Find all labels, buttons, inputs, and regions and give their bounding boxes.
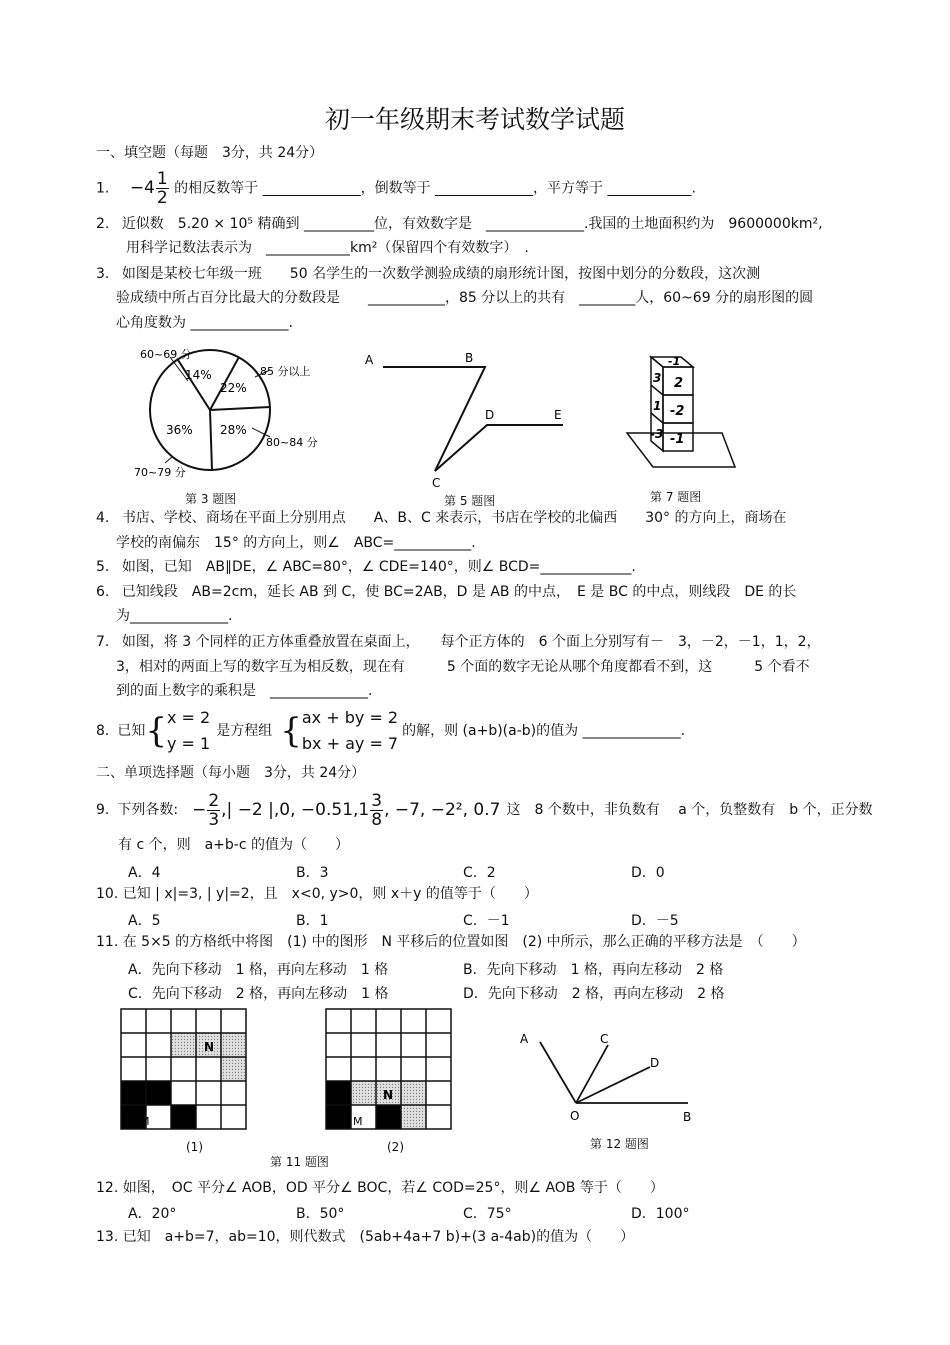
figure-11-grid-2 [325,1008,455,1133]
label-n: N [383,1088,394,1102]
figure-11-caption: 第 11 题图 [270,1155,329,1169]
question-2-line2: 用科学记数法表示为 ____________km²（保留四个有效数字） . [126,240,529,256]
solution-system [167,705,210,757]
question-13: 13. 已知 a+b=7，ab=10，则代数式 (5ab+4a+7 b)+(3 a-4ab)的值为（ ） [96,1229,635,1245]
page-title: 初一年级期末考试数学试题 [324,105,625,134]
choice-c[interactable]: C．先向下移动 2 格，再向左移动 1 格 [128,986,389,1002]
figure-11-subcaption-1: (1) [186,1140,203,1154]
fraction-two-thirds [207,792,220,829]
question-8 [96,704,685,758]
point-b-label: B [465,351,474,365]
question-2 [96,212,823,236]
question-text-post: 这 8 个数中，非负数有 a 个，负整数有 b 个，正分数 [506,802,873,818]
figure-7-cubes [620,345,750,485]
question-number: 2. [96,216,110,232]
fraction-three-eighths [370,792,383,829]
pie-divider [210,407,270,410]
face-side-number: 1 [653,399,662,413]
ray-b-label: B [683,1110,692,1124]
equation: y = 1 [167,734,211,753]
ray-a-label: A [520,1032,529,1046]
face-side-number: -3 [650,427,664,441]
question-number: 1. [96,180,110,197]
question-text-line1: 书店、学校、商场在平面上分别用点 A、B、C 来表示，书店在学校的北偏西 30° 的方向上，商场在 [121,510,787,526]
figure-5-lines [383,367,563,471]
point-e-label: E [554,408,562,422]
choice-b[interactable]: B．1 [296,913,329,929]
face-front-number: 2 [674,376,684,391]
choice-b[interactable]: B．3 [296,865,329,881]
ray-d-label: D [650,1056,660,1070]
choice-c[interactable]: C．－1 [463,913,510,929]
question-6 [96,580,796,604]
shape-n-cells [351,1081,376,1105]
shape-m-cells [376,1105,401,1129]
question-3-line3: 心角度数为 ______________. [116,315,293,331]
face-front-number: -1 [670,432,685,447]
question-3 [96,262,760,286]
question-number: 9. [96,802,110,818]
choice-c[interactable]: C．2 [463,865,496,881]
section-choice-heading: 二、单项选择题（每小题 3分，共 24分） [96,765,366,781]
choice-c[interactable]: C．75° [463,1206,512,1222]
section-fill-in-heading: 一、填空题（每题 3分，共 24分） [96,145,324,161]
figure-11-subcaption-2: (2) [387,1140,404,1154]
question-number: 7. [96,634,110,650]
percent-22: 22% [220,381,247,395]
question-text-pre: 已知 [117,723,146,739]
question-12: 12. 如图， OC 平分∠ AOB，OD 平分∠ BOC，若∠ COD=25°，则∠ AOB 等于（ ） [96,1180,664,1196]
question-number: 3. [96,266,110,282]
left-brace: { [145,711,167,751]
choice-a[interactable]: A．20° [128,1206,177,1222]
vertex-o-label: O [570,1109,580,1123]
question-1 [96,170,696,207]
choice-d[interactable]: D．0 [631,865,665,881]
shape-m-cells [146,1081,171,1105]
figure-3-pie-chart [130,345,330,510]
grid-cell [146,1105,171,1129]
point-a-label: A [365,353,374,367]
choice-d[interactable]: D．100° [631,1206,690,1222]
angle-rays [540,1042,688,1103]
equation: x = 2 [167,708,211,727]
left-brace: { [280,711,302,751]
choice-d[interactable]: D．先向下移动 2 格，再向左移动 2 格 [463,986,725,1002]
numerator: 1 [156,169,168,189]
figure-12-angles [510,1025,710,1135]
question-number: 4. [96,510,110,526]
question-number: 5. [96,559,110,575]
minus-sign: − [192,800,207,820]
choice-d[interactable]: D．－5 [631,913,679,929]
figure-5-diagram [355,345,575,495]
fraction [156,170,169,207]
percent-14: 14% [185,368,212,382]
denominator: 8 [371,809,383,830]
question-text-line1: 如图是某校七年级一班 50 名学生的一次数学测验成绩的扇形统计图，按图中划分的分数段，这次测 [121,266,761,282]
question-text-mid: 是方程组 [216,723,273,739]
denominator: 2 [156,188,168,208]
figure-11-grid-1 [120,1008,250,1133]
equation: ax + by = 2 [301,708,399,727]
choice-b[interactable]: B．先向下移动 1 格，再向左移动 2 格 [463,962,724,978]
equation-system [302,705,398,757]
percent-36: 36% [166,423,193,437]
question-number: 6. [96,584,110,600]
leader-line [165,457,172,463]
question-text-post: 的解，则 (a+b)(a-b)的值为 ______________. [402,723,686,739]
question-3-line2: 验成绩中所占百分比最大的分数段是 ___________，85 分以上的共有 ________人，60~69 分的扇形图的圆 [116,290,814,306]
question-6-line2: 为______________. [116,608,233,624]
shape-m-cells [171,1105,196,1129]
question-text-line1: 近似数 5.20 × 10⁵ 精确到 __________位，有效数字是 ______________.我国的土地面积约为 9600000km², [121,216,823,232]
number-list: , −7, −2², 0.7 [384,800,501,820]
cube-edge [651,413,663,423]
figure-5-caption: 第 5 题图 [444,494,496,508]
question-text-pre: 下列各数: [117,802,179,818]
label-m: M [140,1115,150,1128]
label-70-79: 70~79 分 [134,466,186,479]
question-4-line2: 学校的南偏东 15° 的方向上，则∠ ABC=___________. [116,535,476,551]
ray-c-label: C [600,1032,609,1046]
question-text-line1: 如图，将 3 个同样的正方体重叠放置在桌面上， 每个正方体的 6 个面上分别写有－ 3，－2，－1，1，2， [121,634,821,650]
label-60-69: 60~69 分 [140,348,192,361]
question-9-line2: 有 c 个，则 a+b-c 的值为（ ） [118,837,349,853]
numerator: 2 [208,790,220,811]
point-d-label: D [485,408,495,422]
choice-a[interactable]: A．5 [128,913,161,929]
question-9 [96,787,873,833]
question-7 [96,630,821,654]
label-m: M [353,1115,363,1128]
question-7-line2: 3，相对的两面上写的数字互为相反数，现在有 5 个面的数字无论从哪个角度都看不到，这 5 个看不 [116,659,810,675]
question-7-line3: 到的面上数字的乘积是 ______________. [116,683,373,699]
question-10: 10. 已知 | x|=3, | y|=2，且 x<0, y>0，则 x＋y 的值等于（ ） [96,886,538,902]
pie-divider [210,410,212,470]
equation: bx + ay = 7 [301,734,399,753]
figure-12-caption: 第 12 题图 [590,1137,649,1151]
point-c-label: C [432,476,441,490]
choice-b[interactable]: B．50° [296,1206,345,1222]
question-text: 的相反数等于 ______________，倒数等于 ______________，平方等于 ____________. [174,180,696,197]
percent-28: 28% [220,423,247,437]
mixed-number-whole: −4 [129,177,155,198]
numerator: 3 [371,790,383,811]
question-5 [96,555,636,579]
label-80-84: 80~84 分 [266,436,318,449]
question-text-line1: 已知线段 AB=2cm，延长 AB 到 C，使 BC=2AB，D 是 AB 的中点， E 是 BC 的中点，则线段 DE 的长 [121,584,797,600]
question-4 [96,506,786,530]
face-top-number: -1 [668,355,681,368]
figure-3-caption: 第 3 题图 [185,492,237,506]
face-front-number: -2 [670,404,685,419]
denominator: 3 [208,809,220,830]
label-85-above: 85 分以上 [260,365,311,378]
cube-edge [651,385,663,395]
face-side-number: 3 [653,371,662,385]
question-number: 8. [96,723,110,739]
choice-a[interactable]: A．先向下移动 1 格，再向左移动 1 格 [128,962,389,978]
question-11: 11. 在 5×5 的方格纸中将图 (1) 中的图形 N 平移后的位置如图 (2) 中所示，那么正确的平移方法是 （ ） [96,934,806,950]
label-n: N [204,1040,215,1054]
number-list: ,| −2 |,0, −0.51,1 [221,800,370,820]
question-text: 如图，已知 AB∥DE，∠ ABC=80°，∠ CDE=140°，则∠ BCD=_____________. [121,559,636,575]
figure-7-caption: 第 7 题图 [650,490,702,504]
choice-a[interactable]: A．4 [128,865,161,881]
